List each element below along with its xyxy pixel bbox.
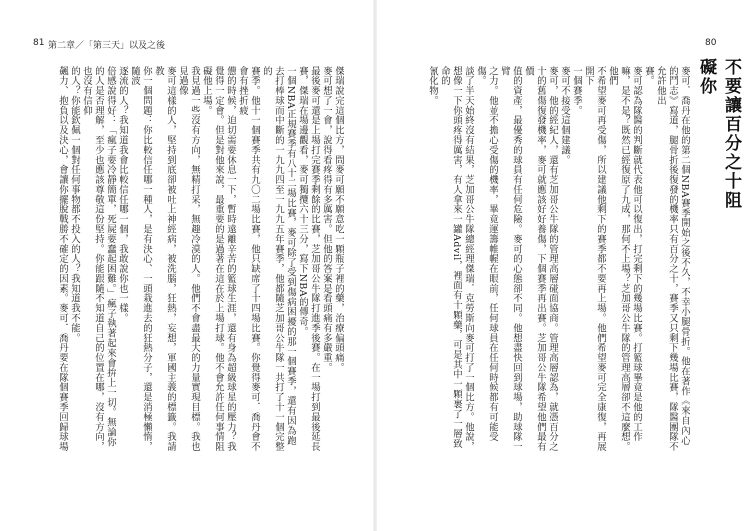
right-text-line: 想像一下你頭疼得厲害，有人拿來一罐Advil，裡面有十顆藥，可是其中一顆裹了一層致命的 [439,66,462,449]
right-text-line: 一個賽季。 [571,66,582,116]
left-text-line: 賽季。他十一個賽季共有九〇二場比賽，他只缺席了十四場比賽。你覺得麥可．喬丹會不會有挫折疲 [237,66,260,452]
right-text-line: 嘛，是不是？既然已經復原了九成，那何不上場？芝加哥公牛隊的管理高層卻不這麼想。他們 [607,66,630,452]
right-body-text [412,66,690,456]
left-text-line: 賽，傑瑞在場邊觀看，麥可獨攬六十三分，寫下NBA的傳奇。 [297,66,308,337]
left-text-line: 最後麥可還是上場打完賽季剩餘的比賽，芝加哥公牛隊打進季後賽。在一場打到最後延長 [309,66,320,452]
left-text-line: 傑瑞說完這個比方，問麥可願不願意吃一顆瓶子裡的藥，治療偏頭痛。 [333,66,344,373]
left-text-line: 我見過一些沒有方向，無精打采，無趣冷漠的人。他們不會盡最大的力量實現目標。我也見過像 [177,66,200,452]
left-text-line: 的人是否理解，至少也應該尊敬這份堅持。你能跟隨不知道自己的位置在哪，沒有方向，也沒有信仰 [81,66,104,452]
right-text-line: 之力。他並不擔心受傷的機率，畢竟運籌帷幄在眼前，任何球員在任何時候都有可能受傷。 [475,66,498,442]
right-text-line: 麥可，他的經紀人，還有芝加哥公牛隊的管理高層碰面協商。管理高層認為，就憑百分之 [547,66,558,452]
left-text-line: 的人？你能欽佩一個對任何事物都不投入的人？我知道我不能。 [69,66,80,343]
left-text-line: 麥可想了一會，說得看疼得有多厲害。但他的答案是看頭痛有多嚴重。 [321,66,332,373]
right-text-line: 麥可認為隊醫的判斷就代表他可以復出，打完剩下的幾場比賽。打籃球畢竟是他的工作 [631,66,642,442]
right-text-line: 氰化物。 [427,66,438,106]
right-text-line: 麥可．喬丹在他的第二個NBA賽季開始之後不久，不幸小腿骨折。他在著作《來自內心 [679,66,690,446]
left-text-line: 你一個問題：你比較信任哪一種人，是有決心、一頭栽進去的狂熱分子，還是消極懶惰，隨波 [129,66,152,452]
left-body-text [52,66,344,456]
right-text-line: 賽。 [643,66,654,86]
left-text-line: 一個NBA正規賽季有八十二場比賽，麥可除了受到傷病困擾的那一個賽季，還有因為跑 [285,66,296,446]
left-running-header: 第二章／「第三天」以及之後 [48,41,166,51]
section-title: 不要讓百分之十阻礙你 [696,58,741,210]
right-text-line: 十的舊傷復發機率，麥可就應該好好養傷，下個賽季再出賽。芝加哥公牛隊希望他們最有價 [523,66,546,452]
right-text-line: 的鬥志》寫道，腿骨折後復發的機率只有百分之十，賽季又只剩下幾場比賽，隊醫團隊不允許他出 [655,66,678,452]
left-text-line: 飆力、抱負以及決心，會讓你擺脫戰勝不確定的因素。麥可．喬丹要在隊個賽季回歸球場 [57,66,68,452]
right-text-line: 值的資產，最優秀的球員有任何危險。麥可的心態卻不同。他想盡快回到球場，助球隊一臂 [499,66,522,452]
left-text-line: 麥可這樣的人，堅持到底卻被吐上神經病，被洗腦，狂熱，妄想，軍國主義的標籤。我請教 [153,66,176,452]
left-text-line: 覺得一定會。但是對他來說，最重要的是過著在這在於上場打球。他不會允許任何事情阻礙他上場。 [201,66,224,452]
left-text-line: 逐流的人？我知道我會比較信任哪一個，我敢說你也一樣。 [117,66,128,324]
book-gutter [373,0,377,531]
right-text-line: 不希望麥可再受傷，所以建議他剩下的賽季都不要再上場。他們希望麥可完全康復，再展開下 [583,66,606,452]
right-text-line: 談了半天始終沒有結果，芝加哥公牛隊總經理傑瑞．克勞斯向麥可打了一個比方。他說， [463,66,474,452]
right-text-line: 麥可不接受這個建議。 [559,66,570,165]
left-text-line: 倍感說得好：「瘋子要冷靜簡單，死屍要蠢起困難。」瘋子執著起來會拚上一切。無論你 [105,66,116,448]
left-text-line: 憊的時候，迫切需要休息一下，暫時遠離辛苦的籃球生涯，還有身為超級球星的壓力？我 [225,66,236,452]
right-page-number: 80 [705,38,717,48]
left-text-line: 去打棒球而中斷的一九九四至一九九五年賽季，他都隨芝加哥公牛隊一共打了十一個完整的 [261,66,284,452]
left-page-number: 81 [33,38,45,48]
